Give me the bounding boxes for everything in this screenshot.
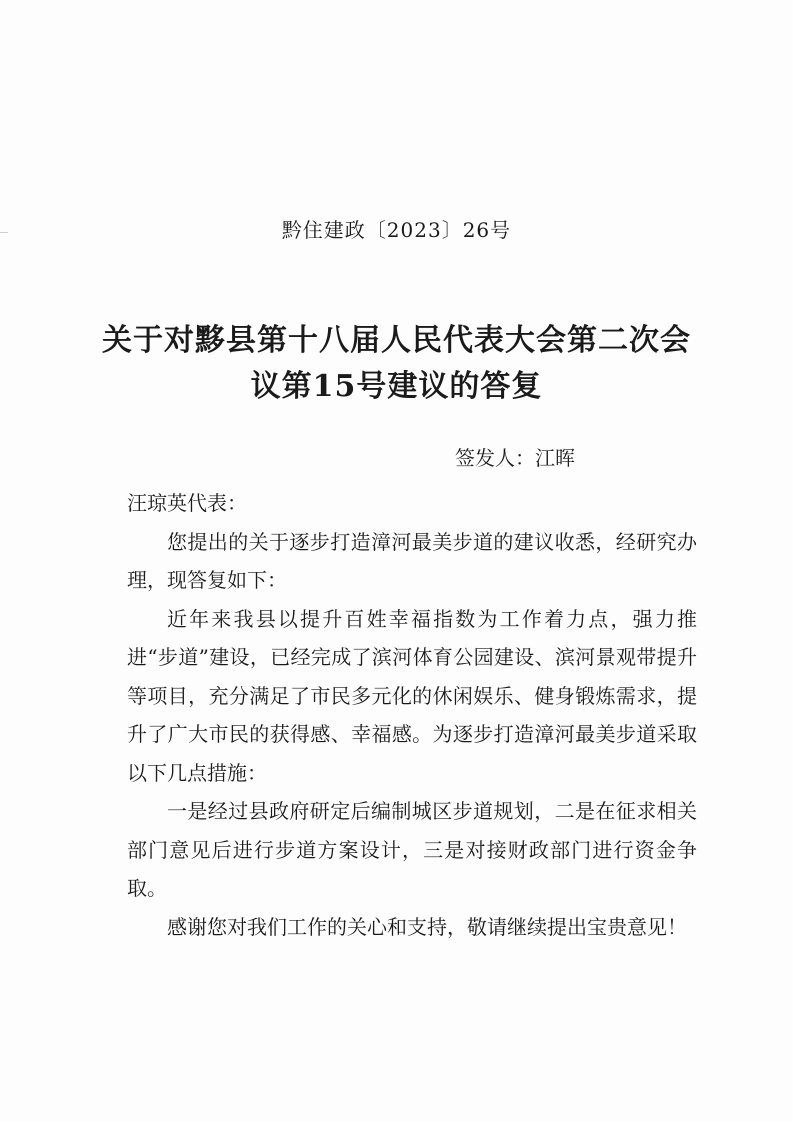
paragraph-closing: 感谢您对我们工作的关心和支持，敬请继续提出宝贵意见！	[167, 914, 687, 939]
signer-block	[455, 442, 575, 471]
signer-name: 江晖	[535, 446, 575, 470]
salutation: 汪琼英代表：	[127, 491, 247, 515]
paragraph-background: 近年来我县以提升百姓幸福指数为工作着力点，强力推进“步道”建设，已经完成了滨河体育公园建设、滨河景观带提升等项目，充分满足了市民多元化的休闲娱乐、健身锻炼需求，提升了广大市民的获得感、幸福感。为逐步打造漳河最美步道采取以下几点措施：	[127, 606, 697, 785]
document-title	[100, 318, 693, 410]
document-number: 黔住建政〔2023〕26号	[281, 218, 512, 242]
document-body	[127, 484, 697, 946]
paragraph-measures: 一是经过县政府研定后编制城区步道规划，二是在征求相关部门意见后进行步道方案设计，三是对接财政部门进行资金争取。	[127, 799, 697, 900]
title-line-2: 议第15号建议的答复	[250, 369, 543, 404]
signer-label: 签发人：	[455, 446, 535, 470]
title-line-1: 关于对黟县第十八届人民代表大会第二次会	[102, 323, 691, 358]
paragraph-acknowledgement: 您提出的关于逐步打造漳河最美步道的建议收悉，经研究办理，现答复如下：	[127, 529, 697, 592]
